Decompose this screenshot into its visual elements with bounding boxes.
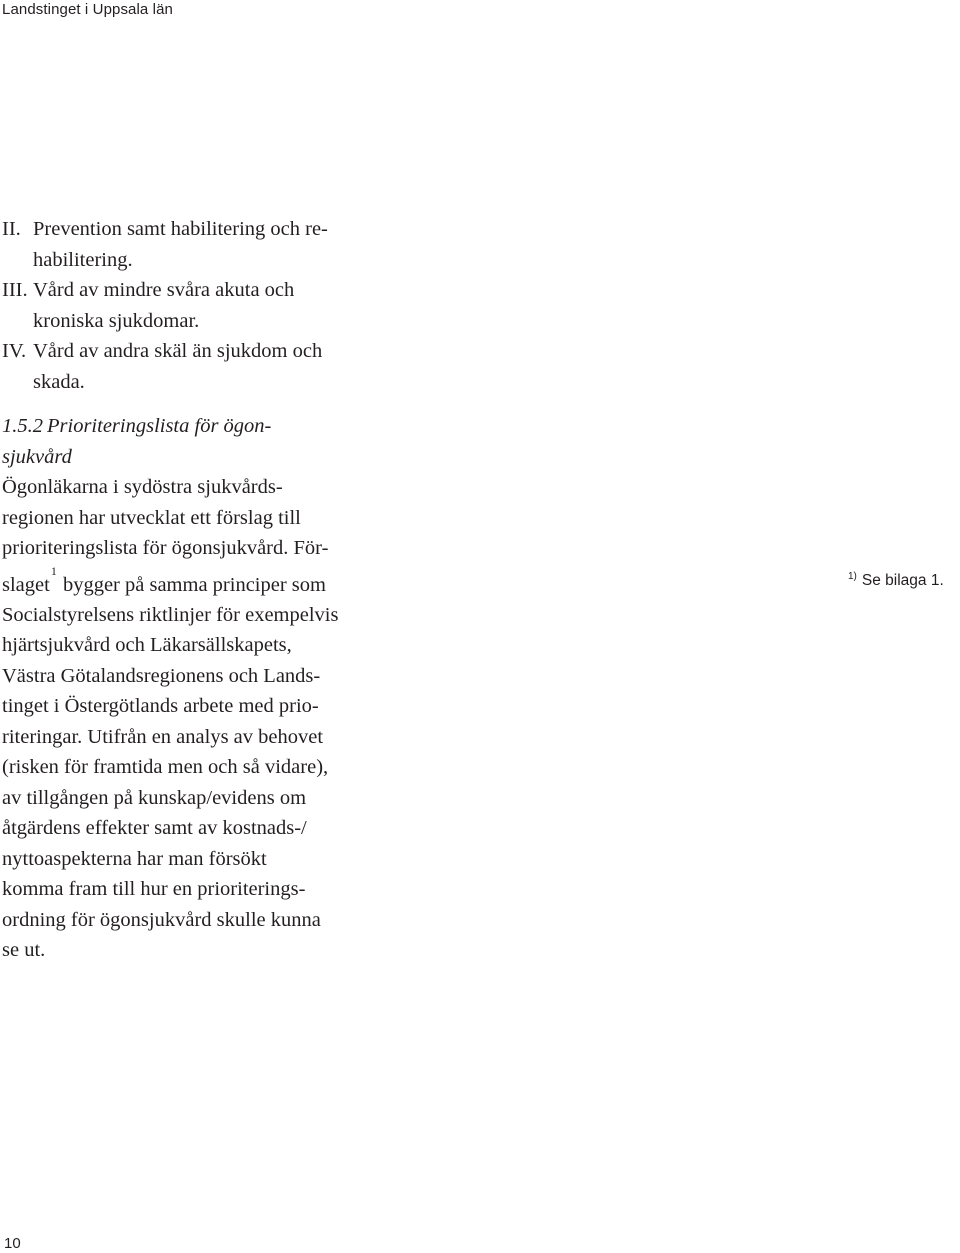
- text-line: riteringar. Utifrån en analys av behovet: [2, 725, 324, 748]
- list-numeral: II.: [2, 218, 21, 240]
- text-line: Ögonläkarna i sydöstra sjukvårds-: [2, 476, 283, 498]
- text-line: nyttoaspekterna har man försökt: [2, 847, 267, 870]
- text-line: tinget i Östergötlands arbete med prio-: [2, 695, 319, 718]
- list-numeral: III.: [2, 279, 28, 301]
- footnote-marker: 1): [848, 571, 857, 582]
- text-line: slaget: [2, 573, 50, 596]
- footnote-text: Se bilaga 1.: [861, 572, 944, 589]
- text-line: hjärtsjukvård och Läkarsällskapets,: [2, 634, 292, 657]
- text-line: habilitering.: [33, 248, 133, 271]
- text-line: prioriteringslista för ögonsjukvård. För-: [2, 537, 329, 559]
- text-line: (risken för framtida men och så vidare),: [2, 756, 329, 779]
- text-line: Vård av mindre svåra akuta och: [33, 279, 295, 301]
- text-line: komma fram till hur en prioriterings-: [2, 878, 306, 901]
- section-title-line: Prioriteringslista för ögon-: [47, 415, 272, 437]
- text-line: Socialstyrelsens riktlinjer för exempelvis: [2, 603, 339, 626]
- main-column: [2, 214, 394, 966]
- list-item-text: [33, 214, 394, 275]
- section-title-line: sjukvård: [2, 445, 72, 468]
- running-header: Landstinget i Uppsala län: [2, 1, 173, 18]
- section-number: 1.5.2: [2, 415, 43, 437]
- sidenote-footnote: [848, 569, 944, 595]
- text-line: av tillgången på kunskap/evidens om: [2, 786, 307, 809]
- text-line: ordning för ögonsjukvård skulle kunna: [2, 908, 321, 931]
- text-line: Vård av andra skäl än sjukdom och: [33, 340, 323, 362]
- footnote-reference: 1: [50, 563, 57, 578]
- text-line: Prevention samt habilitering och re-: [33, 218, 328, 240]
- list-item-text: [33, 336, 394, 397]
- list-numeral: IV.: [2, 340, 27, 362]
- page-number: 10: [4, 1235, 21, 1252]
- text-line: bygger på samma principer som: [62, 573, 326, 596]
- list-item: [2, 336, 394, 397]
- text-line: regionen har utvecklat ett förslag till: [2, 506, 301, 529]
- section-heading: [2, 411, 394, 472]
- list-item-text: [33, 275, 394, 336]
- text-line: se ut.: [2, 939, 46, 962]
- list-item: [2, 275, 394, 336]
- text-line: kroniska sjukdomar.: [33, 309, 200, 332]
- text-line: skada.: [33, 370, 85, 393]
- priority-list: [2, 214, 394, 397]
- text-line: åtgärdens effekter samt av kostnads-/: [2, 817, 307, 840]
- list-item: [2, 214, 394, 275]
- text-line: Västra Götalandsregionens och Lands-: [2, 664, 321, 687]
- body-paragraph: [2, 472, 394, 966]
